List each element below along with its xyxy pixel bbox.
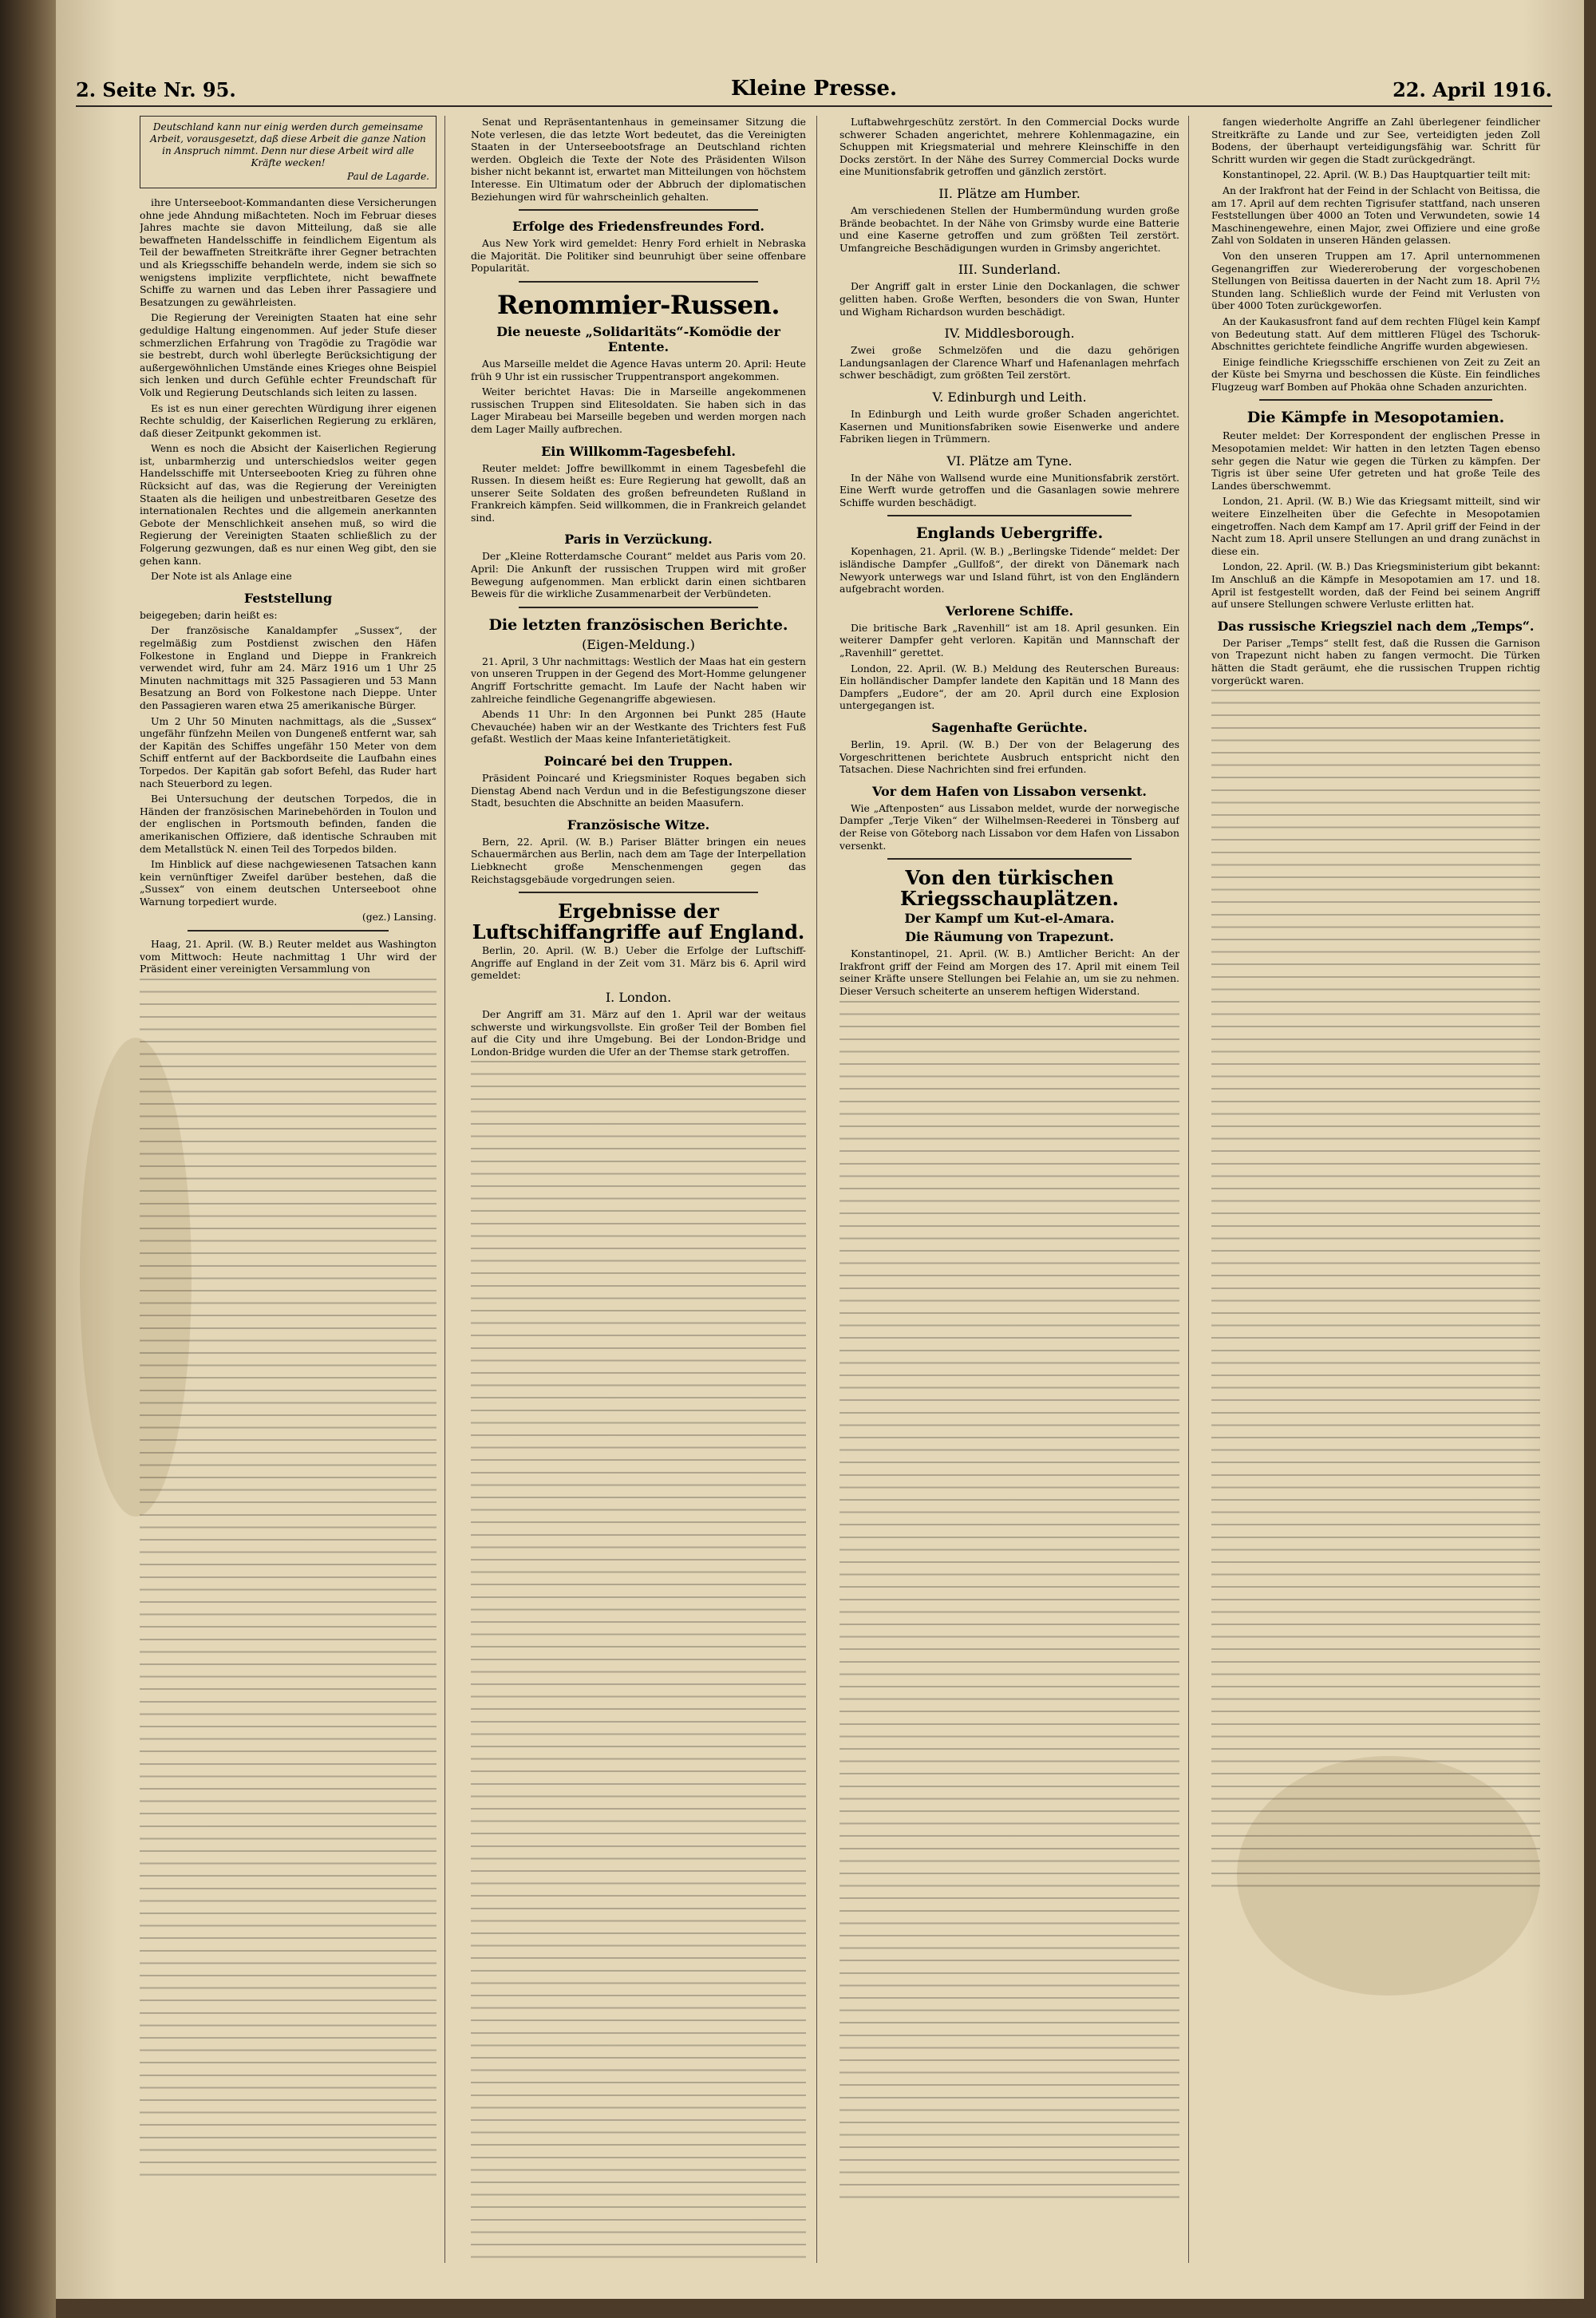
section-heading: V. Edinburgh und Leith. — [932, 389, 1087, 405]
separator-rule — [519, 209, 758, 211]
column-rule — [444, 116, 445, 2263]
article-paragraph: Um 2 Uhr 50 Minuten nachmittags, als die „Sussex“ ungefähr fünfzehn Meilen von Dungeneß entfernt war, sah der Kapitän des Schiffes ungefähr 150 Meter von dem Schiff entfernt auf der Backbordseite die Laufbahn eines Torpedos. Der Kapitän gab sofort Befehl, das Ruder hart nach Steuerbord zu legen. — [140, 714, 437, 789]
article-paragraph: Konstantinopel, 22. April. (W. B.) Das Hauptquartier teilt mit: — [1223, 168, 1531, 181]
section-heading: Vor dem Hafen von Lissabon versenkt. — [872, 783, 1147, 799]
article-paragraph: Der Note ist als Anlage eine — [151, 570, 292, 583]
section-heading: III. Sunderland. — [958, 262, 1061, 278]
separator-rule — [188, 930, 389, 932]
article-paragraph: In Edinburgh und Leith wurde großer Schaden angerichtet. Kasernen und Munitionsfabriken sowie Eisenwerke und andere Fabriken liegen in Trümmern. — [839, 407, 1179, 445]
column-4 — [1211, 116, 1540, 2263]
article-paragraph: Weiter berichtet Havas: Die in Marseille angekommenen russischen Truppen sind Elitesoldaten. Sie haben sich in das Lager Mirabeau bei Marseille begeben und werden morgen nach dem Lager Mailly aufbrechen. — [471, 386, 806, 435]
article-paragraph: Die britische Bark „Ravenhill“ ist am 18. April gesunken. Ein weiterer Dampfer geht verloren. Kapitän und Mannschaft der „Ravenhill“ gerettet. — [839, 621, 1179, 659]
section-heading: Englands Uebergriffe. — [915, 524, 1104, 543]
separator-rule — [519, 892, 758, 893]
separator-rule — [519, 607, 758, 608]
article-paragraph: Berlin, 19. April. (W. B.) Der von der Belagerung des Vorgeschrittenen berichtete Ausbruch entspricht nicht den Tatsachen. Diese Nachrichten sind frei erfunden. — [839, 738, 1179, 776]
motto-text: Deutschland kann nur einig werden durch gemeinsame Arbeit, vorausgesetzt, daß diese Arbeit die ganze Nation in Anspruch nimmt. Denn nur diese Arbeit wird alle Kräfte wecken! — [150, 121, 426, 168]
article-paragraph: Aus Marseille meldet die Agence Havas unterm 20. April: Heute früh 9 Uhr ist ein russischer Truppentransport angekommen. — [471, 357, 806, 382]
article-paragraph: fangen wiederholte Angriffe an Zahl überlegener feindlicher Streitkräfte zu Lande und zur See, verteidigten jeden Zoll Bodens, der überhaupt verteidigungsfähig war. Schritt für Schritt wurden wir gegen die Stadt zurückgedrängt. — [1211, 116, 1540, 165]
section-heading: II. Plätze am Humber. — [938, 185, 1080, 201]
article-paragraph: Der Pariser „Temps“ stellt fest, daß die Russen die Garnison von Trapezunt nicht haben zu fangen vermocht. Die Türken hätten die Stadt geräumt, ehe die russischen Truppen richtig vorgerückt waren. — [1211, 636, 1540, 686]
article-paragraph: Luftabwehrgeschütz zerstört. In den Commercial Docks wurde schwerer Schaden angerichtet, mehrere Kohlenmagazine, ein Schuppen mit Kriegsmaterial und mehrere Kleinschiffe in den Docks zerstört. In der Nähe des Surrey Commercial Docks wurde eine Munitionsfabrik getroffen und gänzlich zerstört. — [839, 116, 1179, 178]
illegible-text-block — [1211, 690, 1540, 1887]
article-paragraph: Der französische Kanaldampfer „Sussex“, der regelmäßig zum Postdienst zwischen den Häfen Folkestone in England und Dieppe in Frankreich verwendet wird, fuhr am 24. März 1916 um 1 Uhr 25 Minuten nachmittags mit 325 Passagieren und 53 Mann Besatzung an Bord von Folkestone nach Dieppe. Unter den Passagieren waren etwa 25 amerikanische Bürger. — [140, 624, 437, 711]
motto-box — [140, 116, 437, 188]
separator-rule — [887, 858, 1132, 860]
subheadline: Die neueste „Solidaritäts“-Komödie der Entente. — [496, 323, 780, 354]
article-paragraph: Kopenhagen, 21. April. (W. B.) „Berlingske Tidende“ meldet: Der isländische Dampfer „Gullfoß“, der direkt von Dänemark nach Newyork unterwegs war und Island führt, ist von den Engländern aufgebracht worden. — [839, 545, 1179, 595]
separator-rule — [887, 515, 1132, 516]
separator-rule — [1259, 399, 1492, 401]
section-heading: Das russische Kriegsziel nach dem „Temps“. — [1217, 618, 1535, 634]
headline: Von den türkischen Kriegsschauplätzen. — [900, 866, 1119, 911]
article-paragraph: Bern, 22. April. (W. B.) Pariser Blätter bringen ein neues Schauermärchen aus Berlin, nach dem am Tage der Interpellation Liebknecht große Menschenmengen gegen das Reichstagsgebäude vorgedrungen seien. — [471, 835, 806, 885]
section-heading: VI. Plätze am Tyne. — [946, 453, 1073, 469]
section-heading: Sagenhafte Gerüchte. — [931, 720, 1088, 735]
column-rule — [816, 116, 817, 2263]
illegible-text-block — [839, 1001, 1179, 2198]
section-subheading: (Eigen-Meldung.) — [582, 636, 695, 652]
article-paragraph: Haag, 21. April. (W. B.) Reuter meldet aus Washington vom Mittwoch: Heute nachmittag 1 Uhr wird der Präsident einer vereinigten Versammlung von — [140, 938, 437, 975]
article-paragraph: Konstantinopel, 21. April. (W. B.) Amtlicher Bericht: An der Irakfront griff der Feind am Morgen des 17. April mit einem Teil seiner Kräfte unsere Stellungen bei Felahie an, um sie zu nehmen. Dieser Versuch scheiterte an unserem heftigen Widerstand. — [839, 947, 1179, 997]
subheadline: Die Räumung von Trapezunt. — [905, 929, 1114, 945]
subheadline: Der Kampf um Kut-el-Amara. — [904, 911, 1115, 927]
section-heading: Ein Willkomm-Tagesbefehl. — [541, 443, 736, 459]
article-paragraph: Senat und Repräsentantenhaus in gemeinsamer Sitzung die Note verlesen, die das letzte Wort bedeutet, das die Vereinigten Staaten in der Unterseebootsfrage an Deutschland richten werden. Obgleich die Texte der Note des Präsidenten Wilson bisher nicht bekannt ist, erwartet man Mitteilungen von höchstem Interesse. Ein Ultimatum oder der Abbruch der diplomatischen Beziehungen wird für wahrscheinlich gehalten. — [471, 116, 806, 203]
section-heading: I. London. — [605, 989, 672, 1005]
article-paragraph: Wie „Aftenposten“ aus Lissabon meldet, wurde der norwegische Dampfer „Terje Viken“ der Wilhelmsen-Reederei in Tönsberg auf der Reise von Göteborg nach Lissabon vor dem Hafen von Lissabon versenkt. — [839, 801, 1179, 852]
motto-signature: Paul de Lagarde. — [347, 171, 429, 182]
column-2 — [471, 116, 806, 2263]
article-paragraph: Es ist es nun einer gerechten Würdigung ihrer eigenen Rechte schuldig, der Kaiserlichen Regierung zu erklären, daß dieser Zeitpunkt gekommen ist. — [140, 401, 437, 439]
article-paragraph: An der Irakfront hat der Feind in der Schlacht von Beitissa, die am 17. April auf dem rechten Tigrisufer stattfand, nach unseren Feststellungen über 4000 an Toten und Verwundeten, sowie 14 Maschinengewehre, einen Major, zwei Offiziere und eine große Zahl von Soldaten in unseren Händen gelassen. — [1211, 184, 1540, 247]
section-heading: Erfolge des Friedensfreundes Ford. — [512, 219, 764, 235]
section-heading: Paris in Verzückung. — [564, 532, 713, 548]
separator-rule — [519, 281, 758, 283]
article-paragraph: London, 22. April. (W. B.) Meldung des Reuterschen Bureaus: Ein holländischer Dampfer landete den Kapitän und 18 Mann des Dampfers „Eudore“, der am 20. April durch eine Explosion untergegangen ist. — [839, 662, 1179, 712]
page-header — [76, 73, 1552, 107]
issue-date: 22. April 1916. — [1393, 78, 1552, 101]
section-heading: Französische Witze. — [567, 817, 710, 833]
article-paragraph: Wenn es noch die Absicht der Kaiserlichen Regierung ist, unbarmherzig und unterschiedslos weiter gegen Handelsschiffe mit Unterseebooten Krieg zu führen ohne Rücksicht auf das, was die Regierung der Vereinigten Staaten als die heiligen und unbestreitbaren Gesetze des internationalen Rechtes und die allgemein anerkannten Gebote der Menschlichkeit ansehen muß, so wird die Regierung der Vereinigten Staaten schließlich zu der Folgerung gezwungen, daß es nur einen Weg gibt, den sie gehen kann. — [140, 442, 437, 567]
article-paragraph: An der Kaukasusfront fand auf dem rechten Flügel kein Kampf von Bedeutung statt. Auf dem mittleren Flügel des Tschoruk-Abschnittes gerichtete feindliche Angriffe wurden abgewiesen. — [1211, 314, 1540, 353]
article-paragraph: Am verschiedenen Stellen der Humbermündung wurden große Brände beobachtet. In der Nähe von Grimsby wurde eine Batterie und eine Kaserne getroffen und zum größten Teil zerstört. Umfangreiche Beschädigungen wurden in Grimsby angerichtet. — [839, 204, 1179, 254]
illegible-text-block — [140, 979, 437, 2176]
article-paragraph: London, 21. April. (W. B.) Wie das Kriegsamt mitteilt, sind wir weitere Einzelheiten über die Gefechte in Mesopotamien eingetroffen. Nach dem Kampf am 17. April griff der Feind in der Nacht zum 18. April unsere Stellungen an und drang zunächst in diese ein. — [1211, 495, 1540, 557]
note-signature: (gez.) Lansing. — [361, 911, 437, 924]
newspaper-title: Kleine Presse. — [730, 77, 898, 101]
article-paragraph: Präsident Poincaré und Kriegsminister Roques begaben sich Dienstag Abend nach Verdun und in die Befestigungszone dieser Stadt, besuchten die Abschnitte an beiden Maasufern. — [471, 772, 806, 809]
section-heading: Die Kämpfe in Mesopotamien. — [1246, 409, 1505, 427]
section-heading: IV. Middlesborough. — [944, 326, 1075, 342]
article-paragraph: Aus New York wird gemeldet: Henry Ford erhielt in Nebraska die Majorität. Die Politiker sind beunruhigt über seine offenbare Popularität. — [471, 237, 806, 275]
article-paragraph: ihre Unterseeboot-Kommandanten diese Versicherungen ohne jede Ahndung mißachteten. Noch im Februar dieses Jahres machte sie davon Mitteilung, daß sie alle bewaffneten Handelsschiffe in feindlichem Eigentum als Teil der bewaffneten Streitkräfte ihrer Gegner betrachten und als Kriegsschiffe behandeln werde, indem sie sich so wenigstens implizite verpflichtete, nicht bewaffnete Schiffe zu warnen und das Leben ihrer Passagiere und Besatzungen zu gewährleisten. — [140, 196, 437, 308]
article-paragraph: Reuter meldet: Joffre bewillkommt in einem Tagesbefehl die Russen. In diesem heißt es: Eure Regierung hat gewollt, daß an unserer Seite Soldaten des großen befreundeten Rußland in Frankreich kämpfen. Seid willkommen, die in Frankreich gelandet sind. — [471, 461, 806, 524]
page-number: 2. Seite Nr. 95. — [76, 78, 236, 101]
article-paragraph: 21. April, 3 Uhr nachmittags: Westlich der Maas hat ein gestern von unseren Truppen in der Gegend des Mort-Homme gelungener Angriff Fortschritte gemacht. Im Laufe der Nacht haben wir zahlreiche feindliche Gegenangriffe abgewiesen. — [471, 655, 806, 705]
article-paragraph: Der Angriff am 31. März auf den 1. April war der weitaus schwerste und wirkungsvollste. Ein großer Teil der Bomben fiel auf die City und ihre Umgebung. Bei der London-Bridge und London-Bridge wurden die Ufer an der Themse stark getroffen. — [471, 1007, 806, 1058]
article-paragraph: Berlin, 20. April. (W. B.) Ueber die Erfolge der Luftschiff-Angriffe auf England in der Zeit vom 31. März bis 6. April wird gemeldet: — [471, 944, 806, 982]
article-paragraph: Abends 11 Uhr: In den Argonnen bei Punkt 285 (Haute Chevauchée) haben wir an der Westkante des Trichters fest Fuß gefaßt. Westlich der Maas keine Infanterietätigkeit. — [471, 708, 806, 746]
headline: Ergebnisse der Luftschiffangriffe auf England. — [472, 900, 805, 944]
article-paragraph: In der Nähe von Wallsend wurde eine Munitionsfabrik zerstört. Eine Werft wurde getroffen und die Gasanlagen sowie mehrere Schiffe wurden beschädigt. — [839, 471, 1179, 508]
article-paragraph: Der Angriff galt in erster Linie den Dockanlagen, die schwer gelitten haben. Große Werften, besonders die von Swan, Hunter und Wigham Richardson wurden beschädigt. — [839, 280, 1179, 318]
article-paragraph: Reuter meldet: Der Korrespondent der englischen Presse in Mesopotamien meldet: Wir hatten in den letzten Tagen ebenso sehr gegen die Natur wie gegen die Türken zu kämpfen. Der Tigris ist über seine Ufer getreten und hat große Teile des Landes überschwemmt. — [1211, 429, 1540, 492]
article-paragraph: Im Hinblick auf diese nachgewiesenen Tatsachen kann kein vernünftiger Zweifel darüber bestehen, daß die „Sussex“ von einem deutschen Unterseeboot ohne Warnung torpediert wurde. — [140, 858, 437, 908]
section-heading: Die letzten französischen Berichte. — [488, 615, 788, 634]
section-heading: Feststellung — [243, 590, 333, 606]
section-heading: Poincaré bei den Truppen. — [543, 754, 733, 769]
article-paragraph: London, 22. April. (W. B.) Das Kriegsministerium gibt bekannt: Im Anschluß an die Kämpfe in Mesopotamien am 17. und 18. April ist festgestellt worden, daß der Feind bei seinem Angriff auf unsere Stellungen schwere Verluste erlitten hat. — [1211, 560, 1540, 611]
article-paragraph: Zwei große Schmelzöfen und die dazu gehörigen Landungsanlagen der Clarence Wharf und Hafenanlagen mehrfach schwer beschädigt, zum größten Teil zerstört. — [839, 344, 1179, 382]
article-paragraph: Von den unseren Truppen am 17. April unternommenen Gegenangriffen zur Wiedereroberung der vorgeschobenen Stellungen von Beitissa dauerten in der Nacht zum 18. April 7½ Stunden lang. Schließlich wurde der Feind mit Verlusten von über 4000 Toten zurückgeworfen. — [1211, 249, 1540, 312]
book-binding-edge — [0, 0, 56, 2318]
section-heading: Verlorene Schiffe. — [945, 603, 1074, 619]
article-paragraph: Der „Kleine Rotterdamsche Courant“ meldet aus Paris vom 20. April: Die Ankunft der russischen Truppen wird mit großer Bewegung aufgenommen. Man erblickt darin einen sichtbaren Beweis für die wirkliche Zusammenarbeit der Verbündeten. — [471, 550, 806, 600]
article-paragraph: Bei Untersuchung der deutschen Torpedos, die in Händen der französischen Marinebehörden in Toulon und der englischen in Portsmouth befinden, fanden die amerikanischen Offiziere, daß identische Schrauben mit dem Metallstück N. einen Teil des Torpedos bilden. — [140, 793, 437, 855]
column-3 — [839, 116, 1179, 2263]
column-1 — [140, 116, 437, 2263]
article-paragraph: beigegeben; darin heißt es: — [140, 608, 278, 621]
column-rule — [1188, 116, 1189, 2263]
illegible-text-block — [471, 1061, 806, 2258]
article-paragraph: Einige feindliche Kriegsschiffe erschienen von Zeit zu Zeit an der Küste bei Smyrna und beschossen die Küste. Ein feindliches Flugzeug warf Bomben auf Phokäa ohne Schaden anzurichten. — [1211, 355, 1540, 393]
headline: Renommier-Russen. — [496, 289, 780, 320]
article-paragraph: Die Regierung der Vereinigten Staaten hat eine sehr geduldige Haltung eingenommen. Auf jeder Stufe dieser schmerzlichen Erfahrung von Tragödie zu Tragödie war sie bestrebt, durch wohl überlegte Berücksichtigung der außergewöhnlichen Umstände eines Krieges ohne Beispiel sich lenken und durch Gefühle echter Freundschaft für Volk und Regierung Deutschlands sich leiten zu lassen. — [140, 311, 437, 398]
